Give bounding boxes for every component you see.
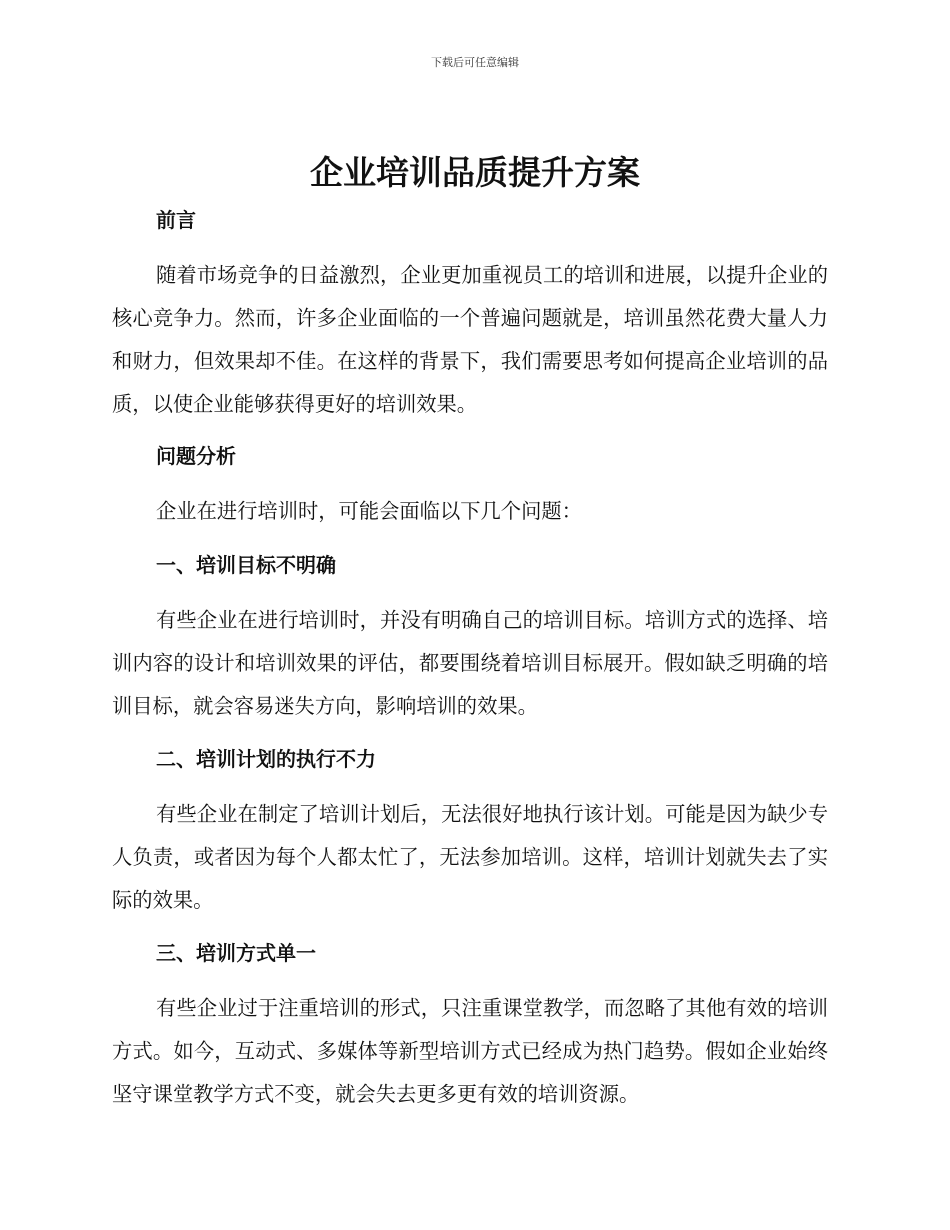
section-heading-analysis: 问题分析 <box>156 444 236 468</box>
document-title: 企业培训品质提升方案 <box>310 153 640 192</box>
header-note: 下载后可任意编辑 <box>431 56 519 69</box>
paragraph-preface: 随着市场竞争的日益激烈，企业更加重视员工的培训和进展，以提升企业的核心竞争力。然而，许多企业面临的一个普遍问题就是，培训虽然花费大量人力和财力，但效果却不佳。在这样的背景下，我们需要思考如何提高企业培训的品质，以使企业能够获得更好的培训效果。 <box>112 263 828 416</box>
section-heading-issue1: 一、培训目标不明确 <box>156 553 336 577</box>
paragraph-issue3: 有些企业过于注重培训的形式，只注重课堂教学，而忽略了其他有效的培训方式。如今，互动式、多媒体等新型培训方式已经成为热门趋势。假如企业始终坚守课堂教学方式不变，就会失去更多更有效的培训资源。 <box>112 996 828 1106</box>
section-heading-issue3: 三、培训方式单一 <box>156 941 316 965</box>
section-heading-issue2: 二、培训计划的执行不力 <box>156 747 376 771</box>
section-heading-preface: 前言 <box>156 208 196 232</box>
paragraph-issue1: 有些企业在进行培训时，并没有明确自己的培训目标。培训方式的选择、培训内容的设计和培训效果的评估，都要围绕着培训目标展开。假如缺乏明确的培训目标，就会容易迷失方向，影响培训的效果。 <box>112 608 828 718</box>
paragraph-issue2: 有些企业在制定了培训计划后，无法很好地执行该计划。可能是因为缺少专人负责，或者因为每个人都太忙了，无法参加培训。这样，培训计划就失去了实际的效果。 <box>112 802 828 912</box>
paragraph-analysis: 企业在进行培训时，可能会面临以下几个问题： <box>156 499 582 523</box>
